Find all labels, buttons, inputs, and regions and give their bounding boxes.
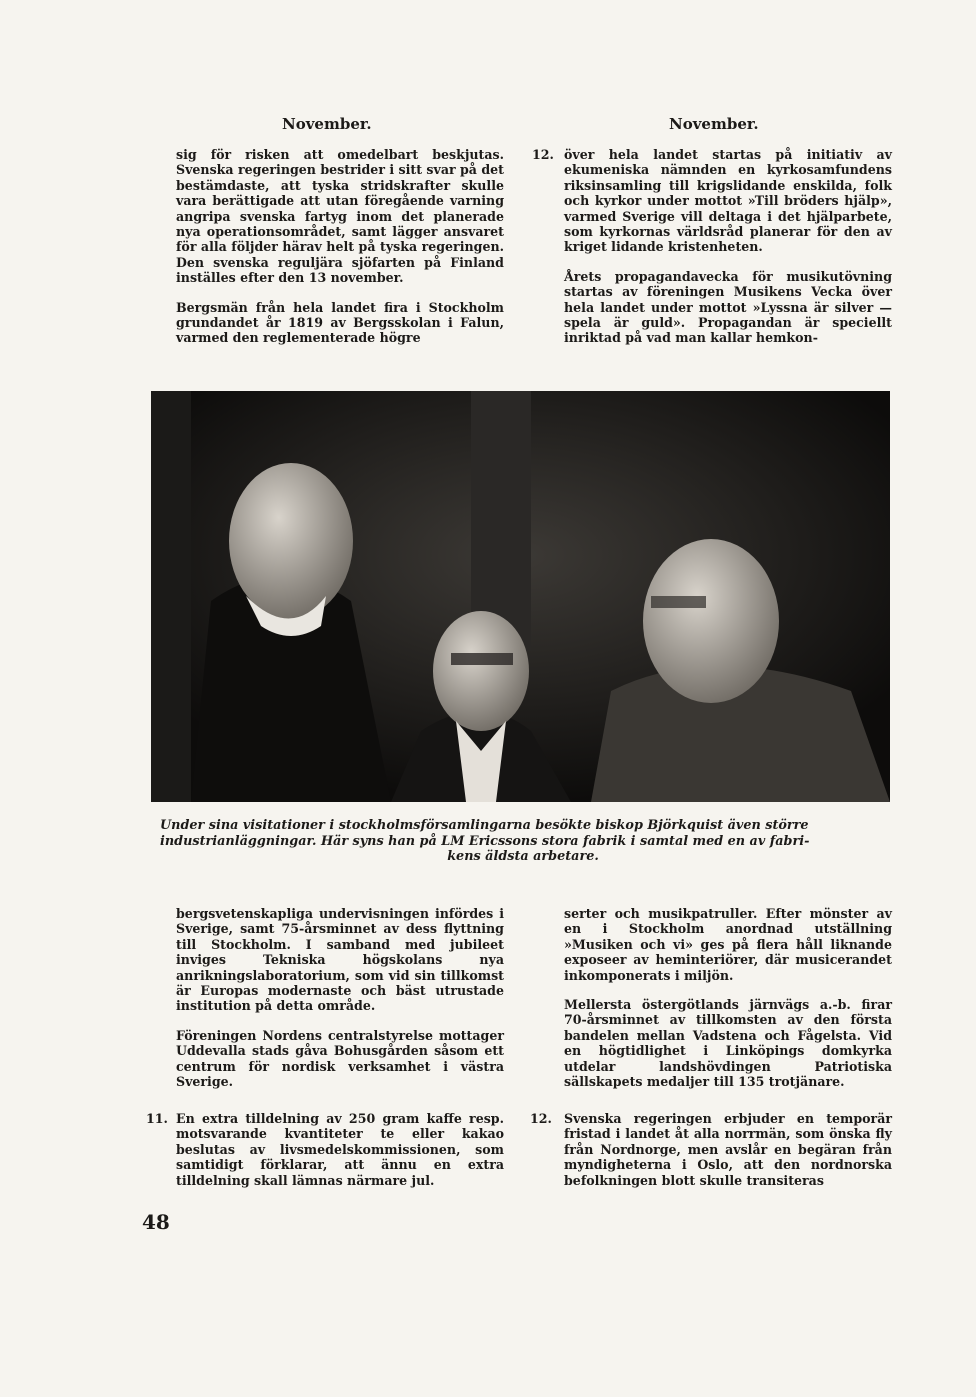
right-running-header: November. (669, 115, 759, 133)
date-number: 12. (532, 147, 554, 162)
date-number: 11. (146, 1111, 168, 1126)
bottom-left-column (176, 906, 504, 1103)
caption-line: Under sina visitationer i stockholmsförsamlingarna besökte biskop Björkquist även större (160, 818, 809, 833)
left-running-header: November. (282, 115, 372, 133)
photograph (151, 391, 890, 802)
photo-caption (160, 818, 886, 865)
paragraph: Föreningen Nordens centralstyrelse mottager Uddevalla stads gåva Bohusgården såsom ett centrum för nordisk verksamhet i västra Sverige. (176, 1027, 504, 1090)
paragraph: Mellersta östergötlands järnvägs a.-b. firar 70-årsminnet av tillkomsten av den första bandelen mellan Vadstena och Fågelsta. Vid en högtidlighet i Linköpings domkyrka utdelar landshövdingen Patriotiska sällskapets medaljer till 135 trotjänare. (564, 997, 892, 1090)
paragraph: Svenska regeringen erbjuder en temporär fristad i landet åt alla norrmän, som önska fly från Nordnorge, men avslår en begäran från myndigheterna i Oslo, att den nordnorska befolkningen blott skulle transiteras (564, 1111, 892, 1188)
bottom-right-numbered-column (564, 1111, 892, 1202)
paragraph: Bergsmän från hela landet fira i Stockholm grundandet år 1819 av Bergsskolan i Falun, varmed den reglementerade högre (176, 299, 504, 346)
photo-illustration (151, 391, 890, 802)
paragraph: bergsvetenskapliga undervisningen infördes i Sverige, samt 75-årsminnet av dess flyttning till Stockholm. I samband med jubileet inviges Tekniska högskolans nya anrikningslaboratorium, som vid sin tillkomst är Europas modernaste och bäst utrustade institution på detta område. (176, 906, 504, 1014)
date-number: 12. (530, 1111, 552, 1126)
bottom-left-numbered-column (176, 1111, 504, 1202)
bottom-right-column (564, 906, 892, 1103)
paragraph: En extra tilldelning av 250 gram kaffe resp. motsvarande kvantiteter te eller kakao beslutas av livsmedelskommissionen, som samtidigt förklarar, att ännu en extra tilldelning skall lämnas närmare jul. (176, 1111, 504, 1188)
paragraph: sig för risken att omedelbart beskjutas. Svenska regeringen bestrider i sitt svar på det bestämdaste, att tyska stridskrafter skulle vara berättigade att utan föregående varning angripa svenska fartyg inom det planerade nya operationsområdet, samt lägger ansvaret för alla följder härav helt på tyska regeringen. Den svenska reguljära sjöfarten på Finland inställes efter den 13 november. (176, 147, 504, 286)
top-right-column (564, 147, 892, 360)
paragraph: över hela landet startas på initiativ av ekumeniska nämnden en kyrkosamfundens riksinsamling till krigslidande enskilda, folk och kyrkor under mottot »Till bröders hjälp», varmed Sverige vill deltaga i det hjälparbete, som kyrkornas världsråd planerar för den av kriget lidande kristenheten. (564, 147, 892, 255)
paragraph: serter och musikpatruller. Efter mönster av en i Stockholm anordnad utställning »Musiken och vi» ges på flera håll liknande exposeer av heminteriörer, där musicerandet inkomponerats i miljön. (564, 906, 892, 983)
caption-line: kens äldsta arbetare. (447, 849, 599, 864)
top-left-column (176, 147, 504, 360)
caption-line: industrianläggningar. Här syns han på LM Ericssons stora fabrik i samtal med en av fabri- (160, 833, 810, 849)
page-number: 48 (142, 1210, 170, 1234)
paragraph: Årets propagandavecka för musikutövning startas av föreningen Musikens Vecka över hela landet under mottot »Lyssna är silver — spela är guld». Propagandan är speciellt inriktad på vad man kallar hemkon- (564, 268, 892, 346)
